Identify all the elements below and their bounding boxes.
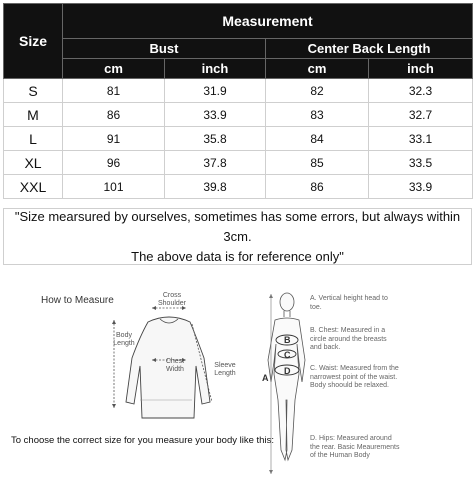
legend-chest: B. Chest: Measured in a circle around the breasts and back. — [310, 327, 387, 351]
value-cell: 39.8 — [165, 175, 266, 199]
center-back-length-header: Center Back Length — [266, 39, 473, 59]
legend-waist: C. Waist: Measured from the narrowest point of the waist. Body shoould be relaxed. — [310, 365, 399, 389]
unit-header: inch — [165, 59, 266, 79]
table-row — [4, 79, 473, 103]
value-cell: 37.8 — [165, 151, 266, 175]
value-cell: 33.1 — [369, 127, 473, 151]
legend-hips: D. Hips: Measured around the rear. Basic Meaurements of the Human Body — [310, 435, 400, 459]
table-row — [4, 151, 473, 175]
body-measure-legend — [310, 295, 400, 465]
value-cell: 83 — [266, 103, 369, 127]
bust-header: Bust — [63, 39, 266, 59]
size-cell: XL — [4, 151, 63, 175]
table-row — [4, 127, 473, 151]
value-cell: 32.7 — [369, 103, 473, 127]
value-cell: 33.9 — [369, 175, 473, 199]
size-chart-table — [3, 3, 473, 199]
unit-header: cm — [63, 59, 165, 79]
choose-size-instruction: To choose the correct size for you measure your body like this: — [11, 435, 274, 446]
cross-shoulder-label: Cross Shoulder — [157, 292, 187, 307]
value-cell: 86 — [266, 175, 369, 199]
hips-marker-d: D — [284, 366, 291, 376]
value-cell: 84 — [266, 127, 369, 151]
unit-header: inch — [369, 59, 473, 79]
size-cell: S — [4, 79, 63, 103]
value-cell: 31.9 — [165, 79, 266, 103]
legend-height: A. Vertical height head to toe. — [310, 295, 388, 311]
unit-header: cm — [266, 59, 369, 79]
value-cell: 96 — [63, 151, 165, 175]
size-rows — [4, 79, 473, 199]
size-cell: L — [4, 127, 63, 151]
value-cell: 32.3 — [369, 79, 473, 103]
chest-marker-b: B — [284, 335, 291, 345]
body-figure-diagram — [255, 290, 315, 480]
value-cell: 91 — [63, 127, 165, 151]
measurement-header: Measurement — [63, 4, 473, 39]
value-cell: 35.8 — [165, 127, 266, 151]
disclaimer-line-1: "Size mearsured by ourselves, sometimes has some errors, but always within 3cm. — [14, 208, 461, 244]
size-cell: M — [4, 103, 63, 127]
table-row — [4, 175, 473, 199]
value-cell: 86 — [63, 103, 165, 127]
how-to-measure-title: How to Measure — [41, 295, 114, 306]
waist-marker-c: C — [284, 350, 291, 360]
height-marker-a: A — [262, 373, 269, 383]
disclaimer-line-2: The above data is for reference only" — [131, 248, 344, 264]
table-row — [4, 103, 473, 127]
value-cell: 81 — [63, 79, 165, 103]
value-cell: 85 — [266, 151, 369, 175]
size-column-header: Size — [4, 4, 63, 79]
sleeve-length-label: Sleeve Length — [214, 362, 236, 377]
value-cell: 101 — [63, 175, 165, 199]
value-cell: 82 — [266, 79, 369, 103]
value-cell: 33.9 — [165, 103, 266, 127]
body-length-label: Body Length — [113, 332, 135, 347]
measurement-disclaimer — [3, 208, 472, 265]
chest-width-label: Chest Width — [165, 358, 185, 373]
size-cell: XXL — [4, 175, 63, 199]
value-cell: 33.5 — [369, 151, 473, 175]
